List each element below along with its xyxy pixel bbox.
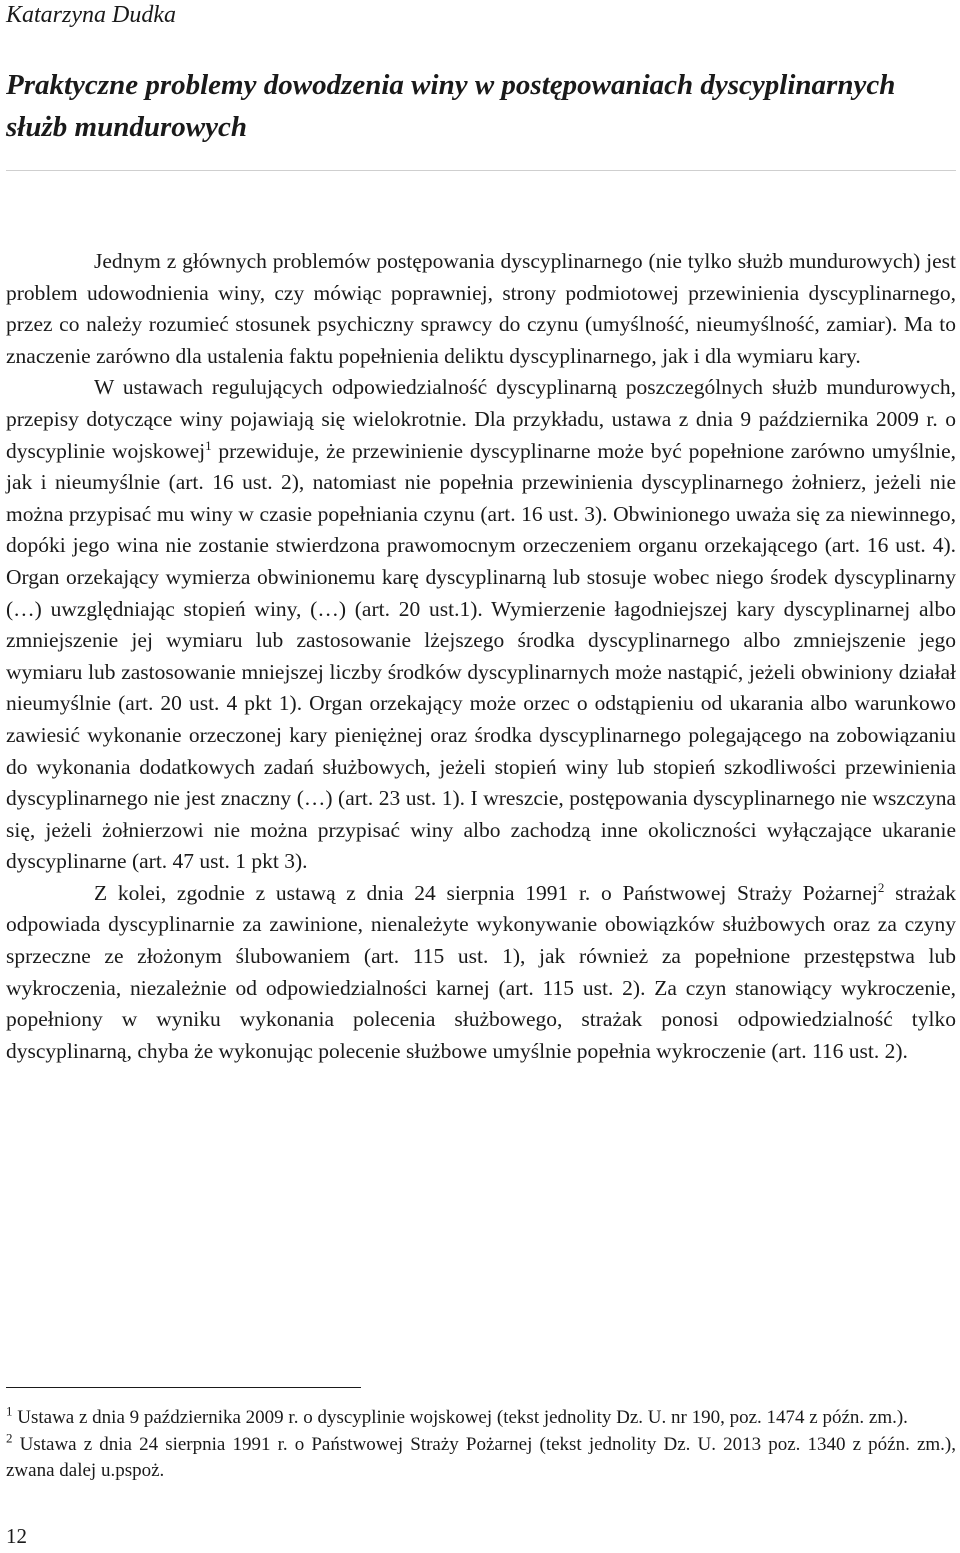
footnote-2-text: Ustawa z dnia 24 sierpnia 1991 r. o Państwowej Straży Pożarnej (tekst jednolity Dz. U. 2013 poz. 1340 z późn. zm.), zwana dalej u.pspoż.: [6, 1433, 956, 1481]
paragraph-2: [6, 372, 956, 878]
title-divider: [6, 170, 956, 171]
footnote-1-text: Ustawa z dnia 9 października 2009 r. o dyscyplinie wojskowej (tekst jednolity Dz. U. nr 190, poz. 1474 z późn. zm.).: [12, 1407, 908, 1428]
author-name: Katarzyna Dudka: [6, 2, 176, 28]
paragraph-2-text-b: przewiduje, że przewinienie dyscyplinarne może być popełnione zarówno umyślnie, jak i nieumyślnie (art. 16 ust. 2), natomiast nie popełnia przewinienia dyscyplinarnego żołnierz, jeżeli nie można przypisać mu winy w czasie popełniania czynu (art. 16 ust. 3). Obwinionego uważa się za niewinnego, dopóki jego wina nie zostanie stwierdzona prawomocnym orzeczeniem organu orzekającego (art. 16 ust. 4). Organ orzekający wymierza obwinionemu karę dyscyplinarną lub stosuje wobec niego środek dyscyplinarny (…) uwzględniając stopień winy, (…) (art. 20 ust.1). Wymierzenie łagodniejszej kary dyscyplinarnej albo zmniejszenie jej wymiaru lub zastosowanie lżejszego środka dyscyplinarnego albo zmniejszenie jego wymiaru lub zastosowanie mniejszej liczby środków dyscyplinarnych może nastąpić, jeżeli obwiniony działał nieumyślnie (art. 20 ust. 4 pkt 1). Organ orzekający może orzec o odstąpieniu od ukarania albo warunkowo zawiesić wykonanie orzeczonej kary pieniężnej oraz środka dyscyplinarnego polegającego na zobowiązaniu do wykonania dodatkowych zadań służbowych, jeżeli stopień winy lub stopień szkodliwości przewinienia dyscyplinarnego nie jest znaczny (…) (art. 23 ust. 1). I wreszcie, postępowania dyscyplinarnego nie wszczyna się, jeżeli żołnierzowi nie można przypisać winy albo zachodzą inne okoliczności wyłączające ukaranie dyscyplinarne (art. 47 ust. 1 pkt 3).: [6, 438, 956, 874]
footnotes: [6, 1405, 956, 1485]
paragraph-3-text-a: Z kolei, zgodnie z ustawą z dnia 24 sierpnia 1991 r. o Państwowej Straży Pożarnej: [94, 880, 878, 905]
paragraph-1: [6, 246, 956, 372]
footnote-separator: [6, 1387, 361, 1388]
footnote-2: [6, 1432, 956, 1485]
article-title: Praktyczne problemy dowodzenia winy w postępowaniach dyscyplinarnych służb mundurowych: [6, 69, 896, 143]
footnote-1-number: 1: [6, 1403, 13, 1419]
article-body: [6, 246, 956, 1067]
footnote-1: [6, 1405, 956, 1432]
footnote-ref-1[interactable]: 1: [205, 437, 212, 453]
paragraph-2-text-a: W ustawach regulujących odpowiedzialność dyscyplinarną poszczególnych służb mundurowych, przepisy dotyczące winy pojawiają się wielokrotnie. Dla przykładu, ustawa z dnia 9 października 2009 r. o dyscyplinie wojskowej: [6, 375, 956, 463]
page-number: 12: [6, 1524, 27, 1548]
paragraph-3: [6, 878, 956, 1068]
footnote-ref-2[interactable]: 2: [877, 879, 885, 895]
paragraph-1-text: Jednym z głównych problemów postępowania dyscyplinarnego (nie tylko służb mundurowych) jest problem udowodnienia winy, czy mówiąc poprawniej, strony podmiotowej przewinienia dyscyplinarnego, przez co należy rozumieć stosunek psychiczny sprawcy do czynu (umyślność, nieumyślność, zamiar). Ma to znaczenie zarówno dla ustalenia faktu popełnienia deliktu dyscyplinarnego, jak i dla wymiaru kary.: [6, 249, 956, 368]
footnote-2-number: 2: [6, 1430, 13, 1446]
paragraph-3-text-b: strażak odpowiada dyscyplinarnie za zawinione, nienależyte wykonywanie obowiązków służbowych oraz za czyny sprzeczne ze złożonym ślubowaniem (art. 115 ust. 1), jak również za popełnione przestępstwa lub wykroczenia, niezależnie od odpowiedzialności karnej (art. 115 ust. 2). Za czyn stanowiący wykroczenie, popełniony w wyniku wykonania polecenia służbowego, strażak ponosi odpowiedzialność tylko dyscyplinarną, chyba że wykonując polecenie służbowe umyślnie popełnia wykroczenie (art. 116 ust. 2).: [6, 880, 956, 1063]
